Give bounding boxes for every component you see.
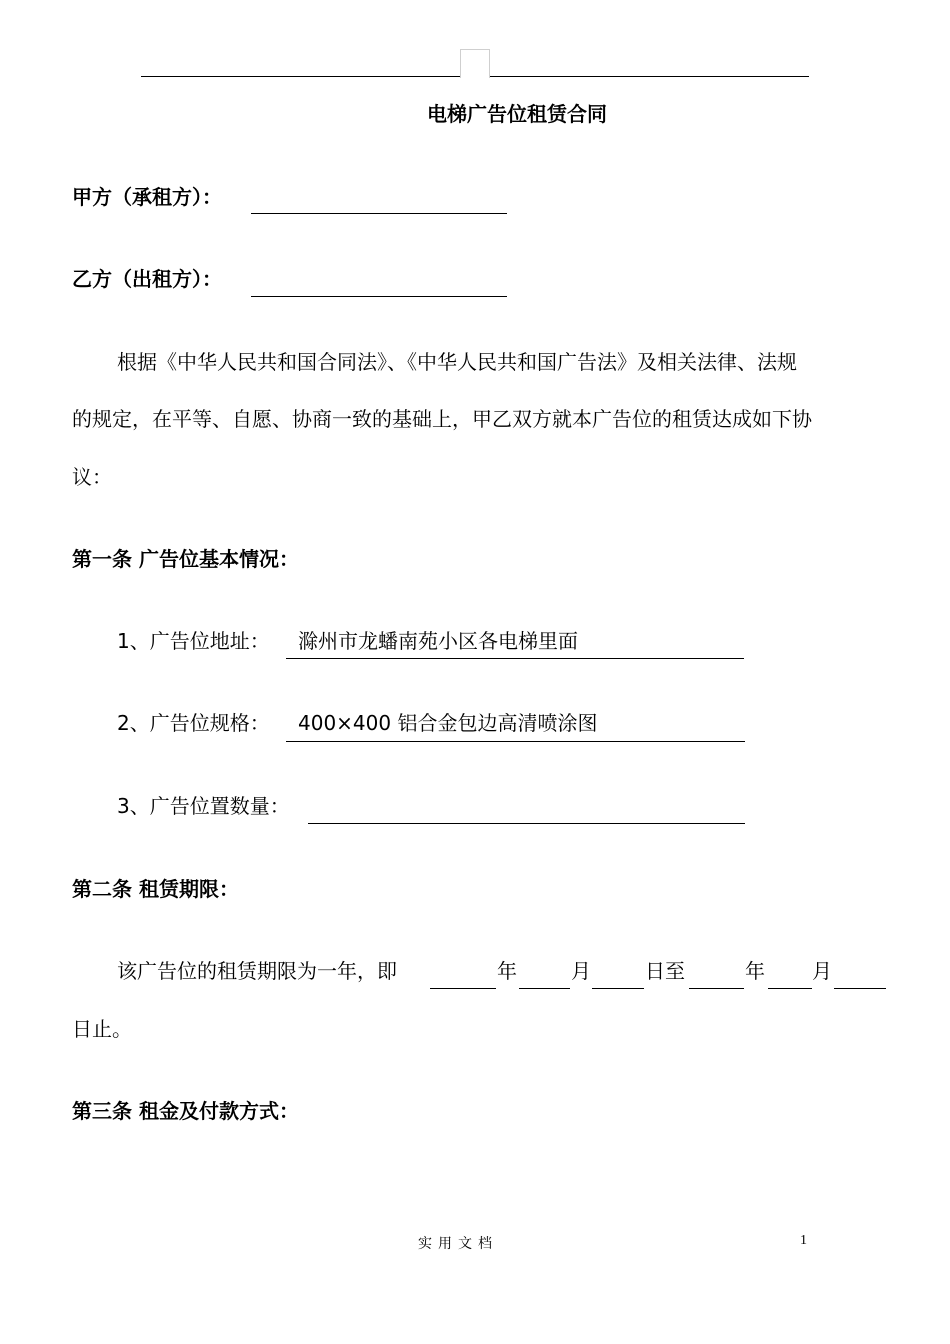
party-a-field[interactable]: [251, 213, 507, 214]
end-day-field[interactable]: [834, 988, 886, 989]
item-2-underline[interactable]: [286, 741, 745, 742]
document-title: 电梯广告位租赁合同: [427, 102, 607, 126]
start-day-field[interactable]: [592, 988, 644, 989]
day-to-label: 日至: [645, 959, 685, 983]
month-label: 月: [571, 959, 591, 983]
article-3-heading: 第三条 租金及付款方式：: [72, 1099, 299, 1123]
item-3-label: 3、广告位置数量：: [117, 794, 290, 818]
party-a-label: 甲方（承租方）：: [72, 185, 222, 209]
item-1-value: 滁州市龙蟠南苑小区各电梯里面: [298, 629, 578, 653]
year2-label: 年: [745, 959, 765, 983]
item-2-label: 2、广告位规格：: [117, 711, 270, 735]
article-2-heading: 第二条 租赁期限：: [72, 877, 239, 901]
end-month-field[interactable]: [768, 988, 812, 989]
year-label: 年: [497, 959, 517, 983]
intro-line-1: 根据《中华人民共和国合同法》、《中华人民共和国广告法》及相关法律、法规: [117, 350, 797, 374]
footer-text: 实用文档: [418, 1236, 498, 1252]
end-year-field[interactable]: [689, 988, 744, 989]
party-b-field[interactable]: [251, 296, 507, 297]
term-prefix: 该广告位的租赁期限为一年，即: [117, 959, 397, 983]
intro-line-2: 的规定，在平等、自愿、协商一致的基础上，甲乙双方就本广告位的租赁达成如下协: [72, 407, 812, 431]
intro-line-3: 议：: [72, 465, 112, 489]
item-1-underline[interactable]: [286, 658, 744, 659]
item-1-label: 1、广告位地址：: [117, 629, 270, 653]
page-number: 1: [800, 1233, 807, 1248]
article-1-heading: 第一条 广告位基本情况：: [72, 547, 299, 571]
start-month-field[interactable]: [519, 988, 570, 989]
start-year-field[interactable]: [430, 988, 496, 989]
term-ending: 日止。: [72, 1017, 132, 1041]
item-3-underline[interactable]: [308, 823, 745, 824]
header-box: [460, 49, 490, 78]
party-b-label: 乙方（出租方）：: [72, 267, 222, 291]
item-2-value: 400×400 铝合金包边高清喷涂图: [298, 711, 598, 735]
month2-label: 月: [812, 959, 832, 983]
